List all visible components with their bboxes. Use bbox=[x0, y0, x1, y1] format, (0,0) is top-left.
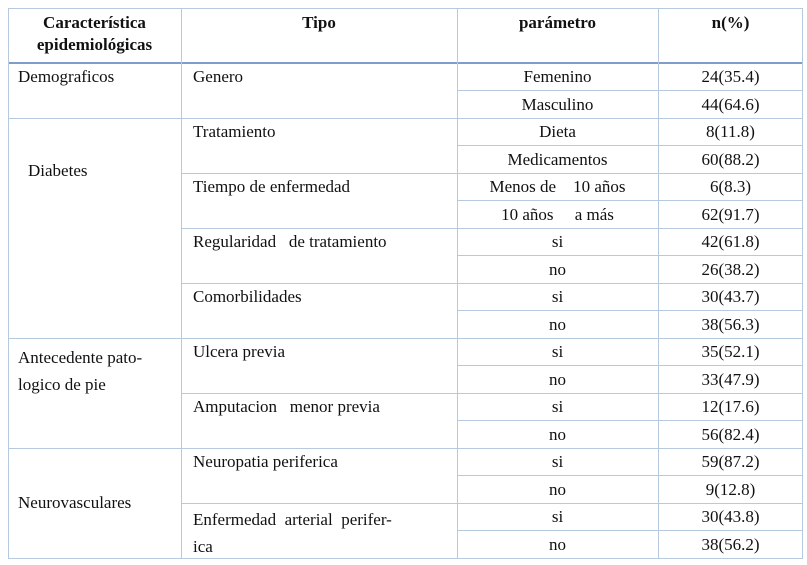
category-line: Antecedente pato- bbox=[18, 348, 143, 367]
header-cell: parámetro bbox=[518, 13, 597, 32]
n-percent-cell: 62(91.7) bbox=[701, 204, 760, 224]
parametro-cell: no bbox=[549, 314, 566, 334]
type-cell: Ulcera previa bbox=[193, 342, 286, 361]
type-cell: Neuropatia periferica bbox=[193, 452, 338, 471]
row-divider bbox=[8, 558, 803, 559]
n-percent-cell: 56(82.4) bbox=[701, 424, 760, 444]
parametro-cell: si bbox=[551, 452, 564, 471]
type-cell: Genero bbox=[193, 67, 244, 86]
parametro-cell: no bbox=[549, 479, 566, 499]
row-divider bbox=[457, 420, 803, 421]
parametro-cell: Femenino bbox=[523, 67, 592, 86]
row-divider bbox=[457, 145, 803, 146]
category-cell: Neurovasculares bbox=[18, 493, 132, 513]
column-divider bbox=[658, 8, 659, 558]
column-divider bbox=[802, 8, 803, 558]
table-top-border bbox=[8, 8, 803, 9]
category-cell: Demograficos bbox=[18, 67, 115, 86]
row-divider bbox=[457, 255, 803, 256]
parametro-cell: no bbox=[549, 534, 566, 554]
type-line: ica bbox=[193, 537, 213, 556]
category-line: logico de pie bbox=[18, 375, 106, 394]
parametro-cell: si bbox=[551, 507, 564, 526]
row-divider bbox=[457, 530, 803, 531]
parametro-cell: no bbox=[549, 259, 566, 279]
row-divider bbox=[457, 365, 803, 366]
n-percent-cell: 42(61.8) bbox=[701, 232, 760, 251]
row-divider bbox=[181, 173, 803, 174]
n-percent-cell: 9(12.8) bbox=[705, 479, 756, 499]
type-cell: Comorbilidades bbox=[193, 287, 302, 306]
column-divider bbox=[457, 8, 458, 558]
column-divider bbox=[8, 8, 9, 558]
row-divider bbox=[457, 475, 803, 476]
n-percent-cell: 38(56.3) bbox=[701, 314, 760, 334]
parametro-cell: no bbox=[549, 369, 566, 389]
parametro-cell: si bbox=[551, 397, 564, 416]
header-cell: Característica epidemiológicas bbox=[36, 13, 153, 54]
n-percent-cell: 44(64.6) bbox=[701, 94, 760, 114]
type-cell: Regularidad de tratamiento bbox=[193, 232, 387, 251]
n-percent-cell: 35(52.1) bbox=[701, 342, 760, 361]
parametro-cell: Medicamentos bbox=[507, 149, 608, 169]
row-divider bbox=[457, 90, 803, 91]
n-percent-cell: 30(43.7) bbox=[701, 287, 760, 306]
n-percent-cell: 24(35.4) bbox=[701, 67, 760, 86]
parametro-cell: si bbox=[551, 232, 564, 251]
parametro-cell: 10 años a más bbox=[501, 204, 614, 224]
row-divider bbox=[8, 338, 803, 339]
type-cell: Tiempo de enfermedad bbox=[193, 177, 351, 196]
column-divider bbox=[181, 8, 182, 558]
row-divider bbox=[457, 200, 803, 201]
n-percent-cell: 33(47.9) bbox=[701, 369, 760, 389]
type-cell bbox=[193, 506, 392, 560]
header-cell: Tipo bbox=[302, 13, 336, 32]
row-divider bbox=[457, 310, 803, 311]
row-divider bbox=[8, 118, 803, 119]
row-divider bbox=[181, 283, 803, 284]
parametro-cell: Masculino bbox=[521, 94, 594, 114]
row-divider bbox=[181, 393, 803, 394]
n-percent-cell: 60(88.2) bbox=[701, 149, 760, 169]
parametro-cell: si bbox=[551, 342, 564, 361]
n-percent-cell: 8(11.8) bbox=[706, 122, 755, 141]
row-divider bbox=[181, 503, 803, 504]
header-cell: n(%) bbox=[711, 13, 750, 32]
header-bottom-border bbox=[8, 62, 803, 64]
n-percent-cell: 26(38.2) bbox=[701, 259, 760, 279]
type-line: Enfermedad arterial perifer- bbox=[193, 510, 392, 529]
parametro-cell: Dieta bbox=[539, 122, 576, 141]
type-cell: Amputacion menor previa bbox=[193, 397, 380, 416]
n-percent-cell: 30(43.8) bbox=[701, 507, 760, 526]
n-percent-cell: 59(87.2) bbox=[701, 452, 760, 471]
parametro-cell: no bbox=[549, 424, 566, 444]
characteristics-table bbox=[8, 8, 803, 558]
row-divider bbox=[8, 448, 803, 449]
row-divider bbox=[181, 228, 803, 229]
n-percent-cell: 12(17.6) bbox=[701, 397, 760, 416]
parametro-cell: si bbox=[551, 287, 564, 306]
n-percent-cell: 38(56.2) bbox=[701, 534, 760, 554]
category-cell bbox=[18, 344, 142, 398]
category-cell: Diabetes bbox=[28, 161, 88, 181]
type-cell: Tratamiento bbox=[193, 122, 276, 141]
n-percent-cell: 6(8.3) bbox=[709, 177, 752, 196]
parametro-cell: Menos de 10 años bbox=[489, 177, 626, 196]
